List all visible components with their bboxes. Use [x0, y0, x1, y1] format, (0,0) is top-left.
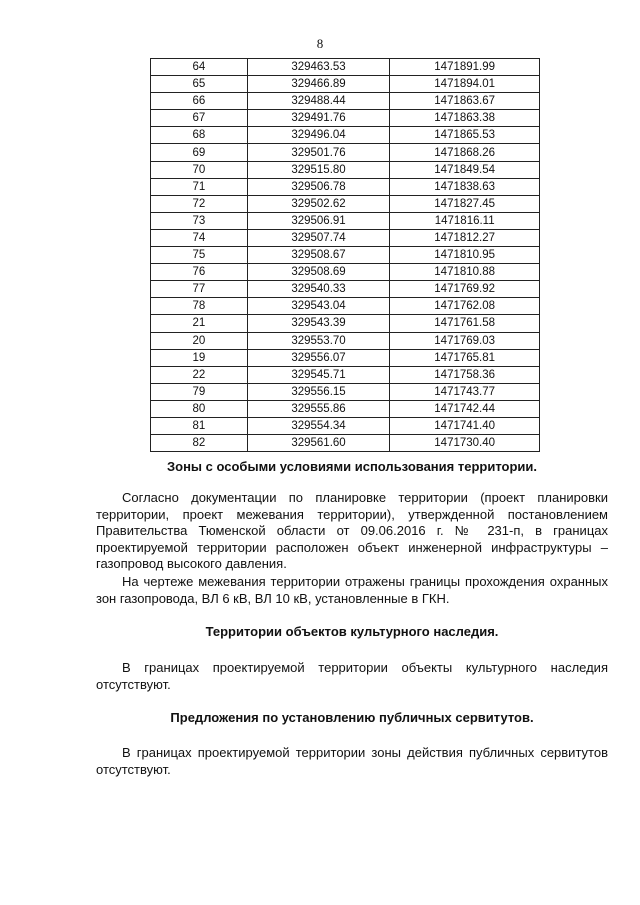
y-coordinate-cell: 1471812.27	[390, 229, 540, 246]
x-coordinate-cell: 329488.44	[247, 93, 390, 110]
table-row	[151, 315, 540, 332]
point-number-cell: 20	[151, 332, 248, 349]
y-coordinate-cell: 1471761.58	[390, 315, 540, 332]
point-number-cell: 22	[151, 366, 248, 383]
x-coordinate-cell: 329554.34	[247, 417, 390, 434]
x-coordinate-cell: 329506.78	[247, 178, 390, 195]
y-coordinate-cell: 1471865.53	[390, 127, 540, 144]
y-coordinate-cell: 1471816.11	[390, 212, 540, 229]
y-coordinate-cell: 1471765.81	[390, 349, 540, 366]
table-row	[151, 212, 540, 229]
table-row	[151, 400, 540, 417]
y-coordinate-cell: 1471849.54	[390, 161, 540, 178]
point-number-cell: 71	[151, 178, 248, 195]
y-coordinate-cell: 1471769.92	[390, 281, 540, 298]
point-number-cell: 80	[151, 400, 248, 417]
table-row	[151, 76, 540, 93]
table-row	[151, 93, 540, 110]
x-coordinate-cell: 329540.33	[247, 281, 390, 298]
x-coordinate-cell: 329561.60	[247, 435, 390, 452]
x-coordinate-cell: 329556.07	[247, 349, 390, 366]
table-row	[151, 110, 540, 127]
table-row	[151, 195, 540, 212]
x-coordinate-cell: 329496.04	[247, 127, 390, 144]
y-coordinate-cell: 1471758.36	[390, 366, 540, 383]
x-coordinate-cell: 329491.76	[247, 110, 390, 127]
point-number-cell: 70	[151, 161, 248, 178]
y-coordinate-cell: 1471741.40	[390, 417, 540, 434]
x-coordinate-cell: 329545.71	[247, 366, 390, 383]
y-coordinate-cell: 1471827.45	[390, 195, 540, 212]
table-row	[151, 383, 540, 400]
x-coordinate-cell: 329543.04	[247, 298, 390, 315]
x-coordinate-cell: 329463.53	[247, 59, 390, 76]
zones-heading: Зоны с особыми условиями использования территории.	[167, 459, 537, 474]
x-coordinate-cell: 329501.76	[247, 144, 390, 161]
y-coordinate-cell: 1471762.08	[390, 298, 540, 315]
table-row	[151, 127, 540, 144]
heritage-paragraph: В границах проектируемой территории объекты культурного наследия отсутствуют.	[96, 660, 608, 692]
x-coordinate-cell: 329507.74	[247, 229, 390, 246]
heritage-heading: Территории объектов культурного наследия.	[205, 624, 499, 639]
y-coordinate-cell: 1471894.01	[390, 76, 540, 93]
table-row	[151, 264, 540, 281]
y-coordinate-cell: 1471810.95	[390, 247, 540, 264]
y-coordinate-cell: 1471810.88	[390, 264, 540, 281]
y-coordinate-cell: 1471743.77	[390, 383, 540, 400]
point-number-cell: 75	[151, 247, 248, 264]
zones-paragraph-1: Согласно документации по планировке территории (проект планировки территории, проект межевания территории), утвержденной постановлением Правительства Тюменской области от 09.06.2016 г. № 231-п, в границах проектируемой территории расположен объект инженерной инфраструктуры – газопровод высокого давления.	[96, 490, 608, 571]
table-row	[151, 178, 540, 195]
zones-paragraph-2: На чертеже межевания территории отражены границы прохождения охранных зон газопровода, ВЛ 6 кВ, ВЛ 10 кВ, установленные в ГКН.	[96, 574, 608, 606]
point-number-cell: 19	[151, 349, 248, 366]
point-number-cell: 82	[151, 435, 248, 452]
x-coordinate-cell: 329555.86	[247, 400, 390, 417]
y-coordinate-cell: 1471742.44	[390, 400, 540, 417]
table-row	[151, 349, 540, 366]
point-number-cell: 72	[151, 195, 248, 212]
table-row	[151, 281, 540, 298]
x-coordinate-cell: 329508.69	[247, 264, 390, 281]
x-coordinate-cell: 329556.15	[247, 383, 390, 400]
y-coordinate-cell: 1471863.38	[390, 110, 540, 127]
table-row	[151, 366, 540, 383]
point-number-cell: 67	[151, 110, 248, 127]
coordinates-table	[150, 58, 540, 452]
point-number-cell: 21	[151, 315, 248, 332]
point-number-cell: 78	[151, 298, 248, 315]
servitude-paragraph: В границах проектируемой территории зоны действия публичных сервитутов отсутствуют.	[96, 745, 608, 777]
table-row	[151, 435, 540, 452]
table-row	[151, 298, 540, 315]
y-coordinate-cell: 1471891.99	[390, 59, 540, 76]
x-coordinate-cell: 329506.91	[247, 212, 390, 229]
table-row	[151, 144, 540, 161]
point-number-cell: 64	[151, 59, 248, 76]
table-row	[151, 332, 540, 349]
y-coordinate-cell: 1471730.40	[390, 435, 540, 452]
point-number-cell: 76	[151, 264, 248, 281]
y-coordinate-cell: 1471769.03	[390, 332, 540, 349]
table-row	[151, 417, 540, 434]
x-coordinate-cell: 329508.67	[247, 247, 390, 264]
x-coordinate-cell: 329502.62	[247, 195, 390, 212]
x-coordinate-cell: 329515.80	[247, 161, 390, 178]
servitude-heading: Предложения по установлению публичных сервитутов.	[170, 710, 534, 725]
point-number-cell: 68	[151, 127, 248, 144]
x-coordinate-cell: 329553.70	[247, 332, 390, 349]
point-number-cell: 73	[151, 212, 248, 229]
y-coordinate-cell: 1471868.26	[390, 144, 540, 161]
table-row	[151, 247, 540, 264]
point-number-cell: 65	[151, 76, 248, 93]
page-number: 8	[316, 36, 324, 51]
point-number-cell: 69	[151, 144, 248, 161]
table-row	[151, 59, 540, 76]
x-coordinate-cell: 329466.89	[247, 76, 390, 93]
table-row	[151, 161, 540, 178]
point-number-cell: 81	[151, 417, 248, 434]
point-number-cell: 79	[151, 383, 248, 400]
table-row	[151, 229, 540, 246]
point-number-cell: 74	[151, 229, 248, 246]
coordinates-table-body	[151, 59, 540, 452]
y-coordinate-cell: 1471838.63	[390, 178, 540, 195]
point-number-cell: 66	[151, 93, 248, 110]
y-coordinate-cell: 1471863.67	[390, 93, 540, 110]
x-coordinate-cell: 329543.39	[247, 315, 390, 332]
point-number-cell: 77	[151, 281, 248, 298]
